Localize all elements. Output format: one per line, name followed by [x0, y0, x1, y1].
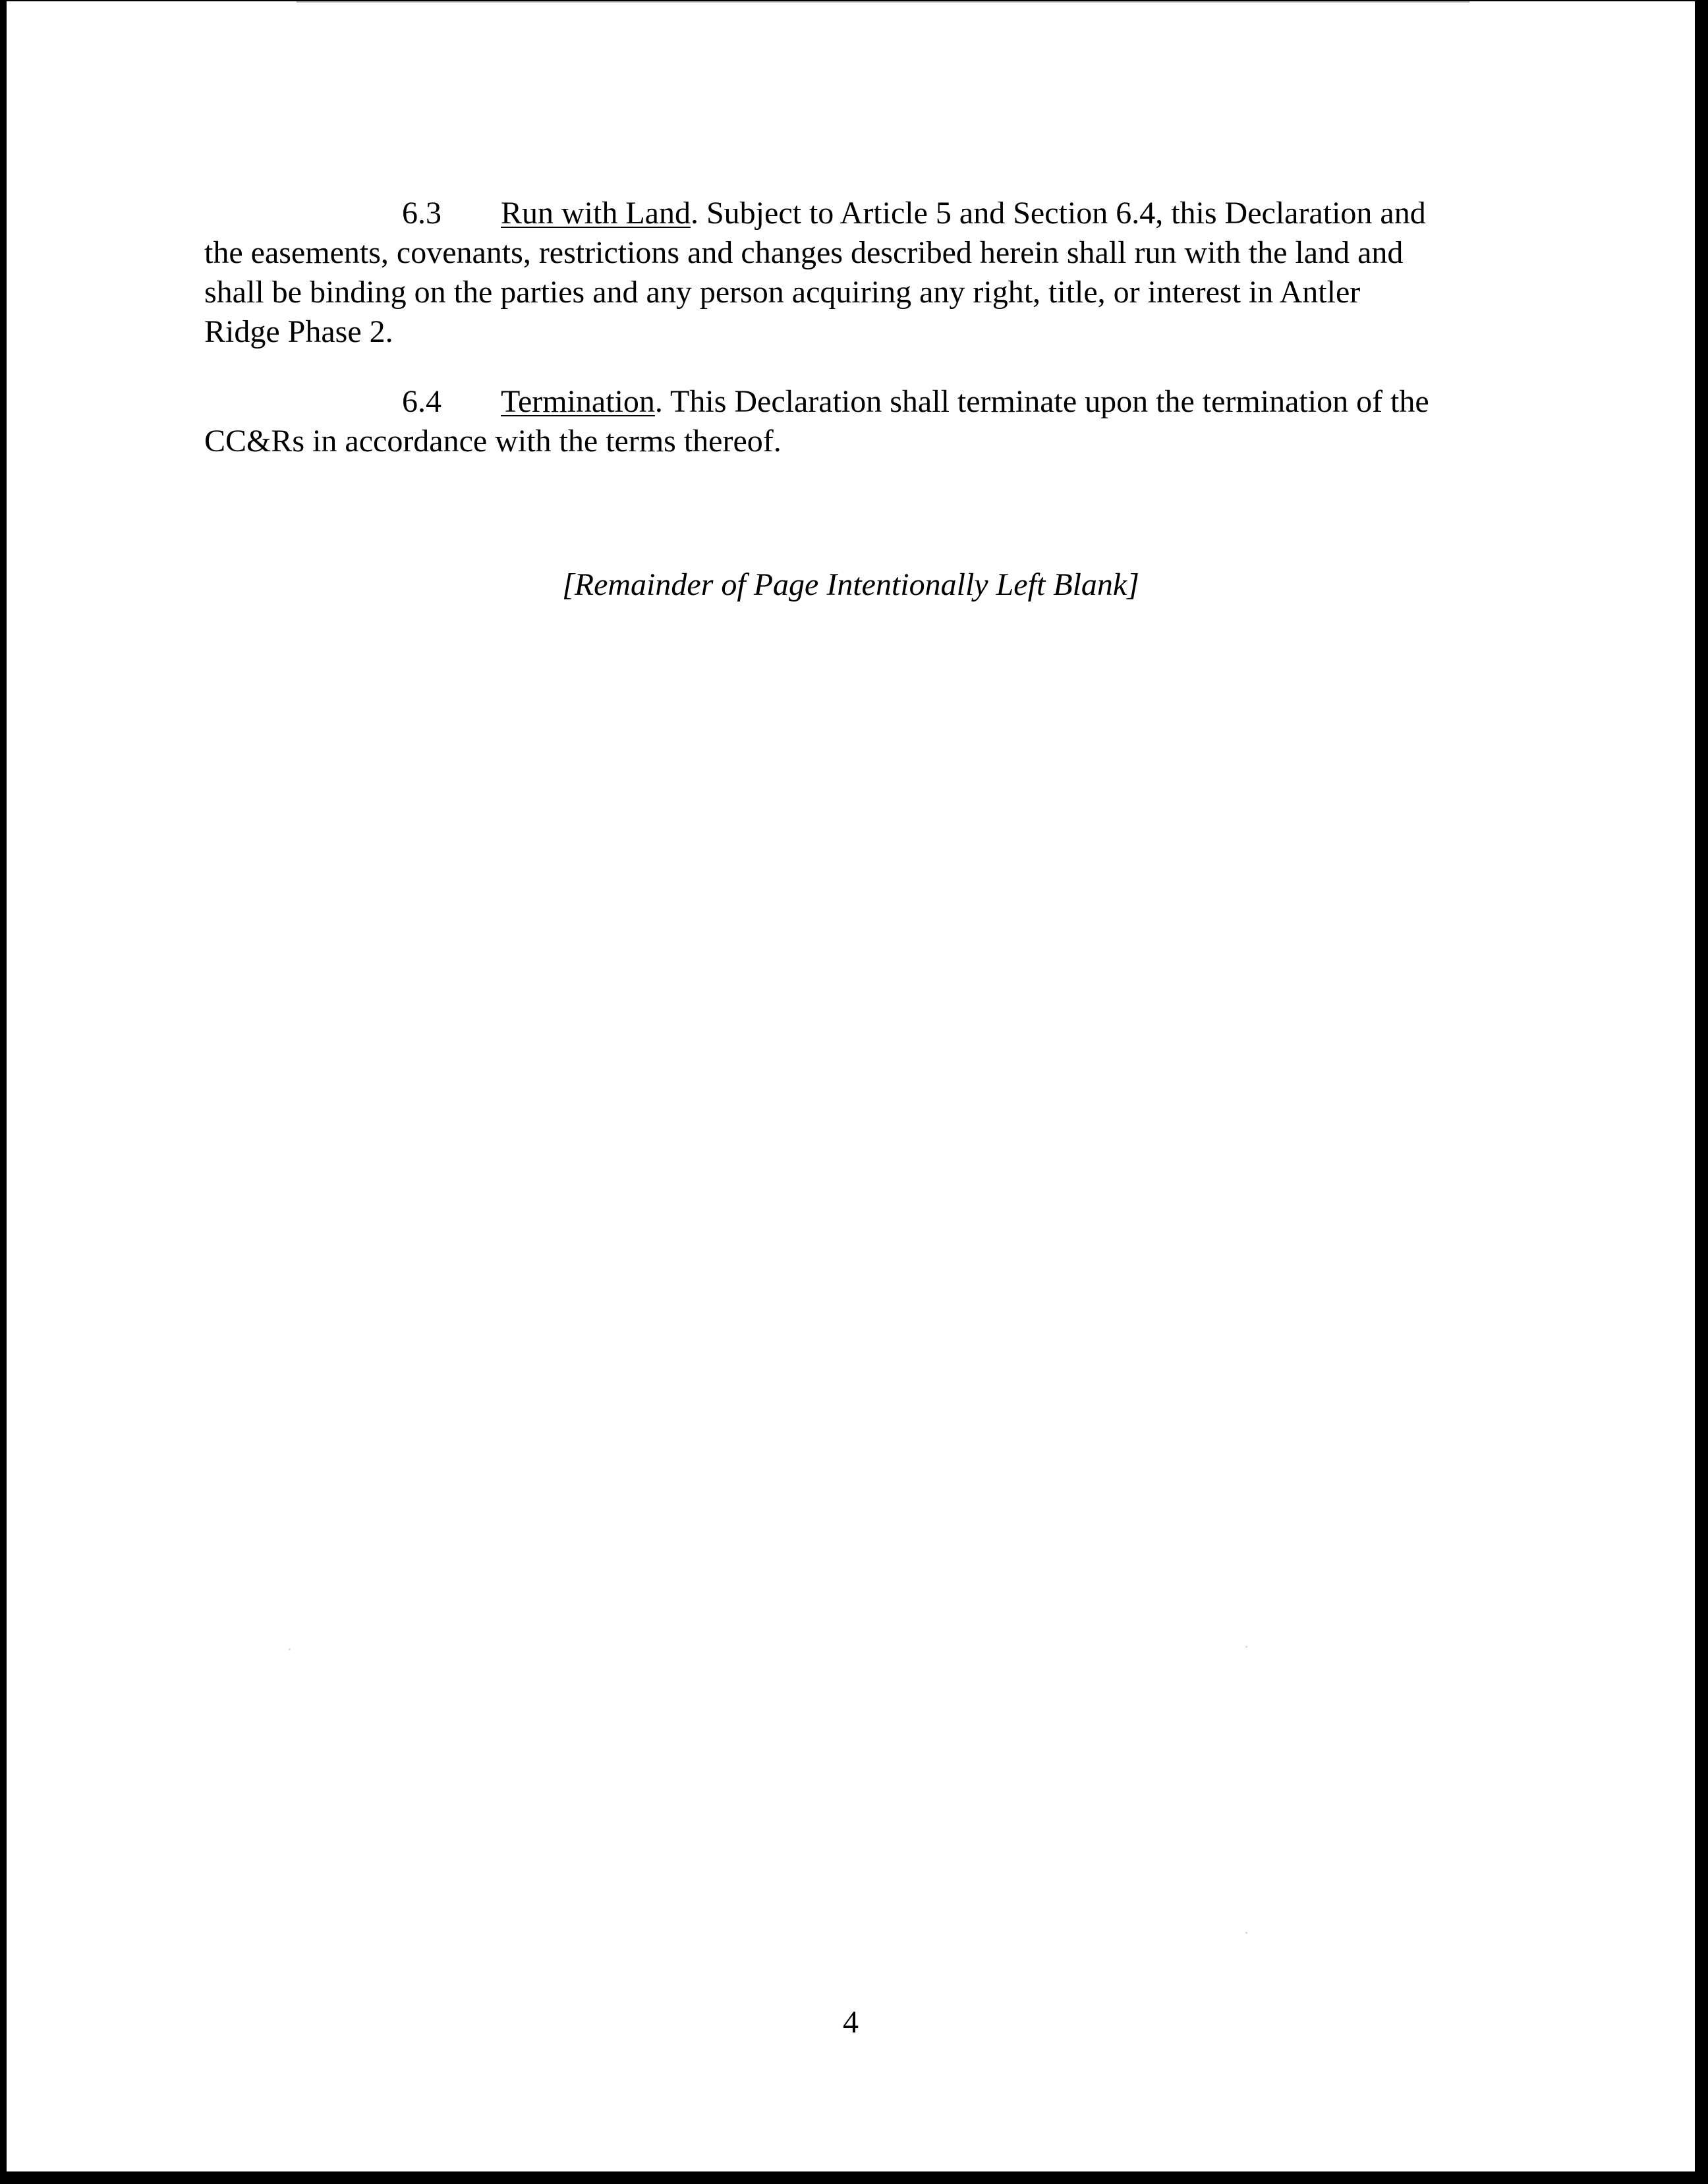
- section-text: . Subject to Article 5 and Section 6.4, this Declaration and: [690, 196, 1426, 231]
- document-page: [7, 1, 1695, 2171]
- page-number: 4: [843, 2005, 859, 2040]
- scan-speck: [289, 1648, 291, 1650]
- section-number: 6.4: [402, 384, 441, 419]
- section-text-line: Ridge Phase 2.: [204, 314, 393, 349]
- section-text: . This Declaration shall terminate upon the termination of the: [654, 384, 1429, 419]
- section-first-line: [204, 382, 1496, 422]
- scan-speck: [1245, 1932, 1247, 1934]
- section-heading: Termination: [501, 384, 655, 419]
- remainder-note: [Remainder of Page Intentionally Left Blank]: [562, 567, 1139, 602]
- section-6-4: [204, 382, 1496, 461]
- section-number: 6.3: [402, 196, 441, 231]
- section-text-line: CC&Rs in accordance with the terms thereof.: [204, 424, 782, 459]
- section-6-3: [204, 194, 1496, 352]
- section-first-line: [204, 194, 1496, 233]
- scan-speck: [1245, 1646, 1247, 1648]
- section-text-line: shall be binding on the parties and any person acquiring any right, title, or interest in Antler: [204, 275, 1361, 310]
- section-heading: Run with Land: [501, 196, 691, 231]
- section-text-line: the easements, covenants, restrictions and changes described herein shall run with the land and: [204, 235, 1404, 270]
- top-scan-edge: [297, 1, 1469, 3]
